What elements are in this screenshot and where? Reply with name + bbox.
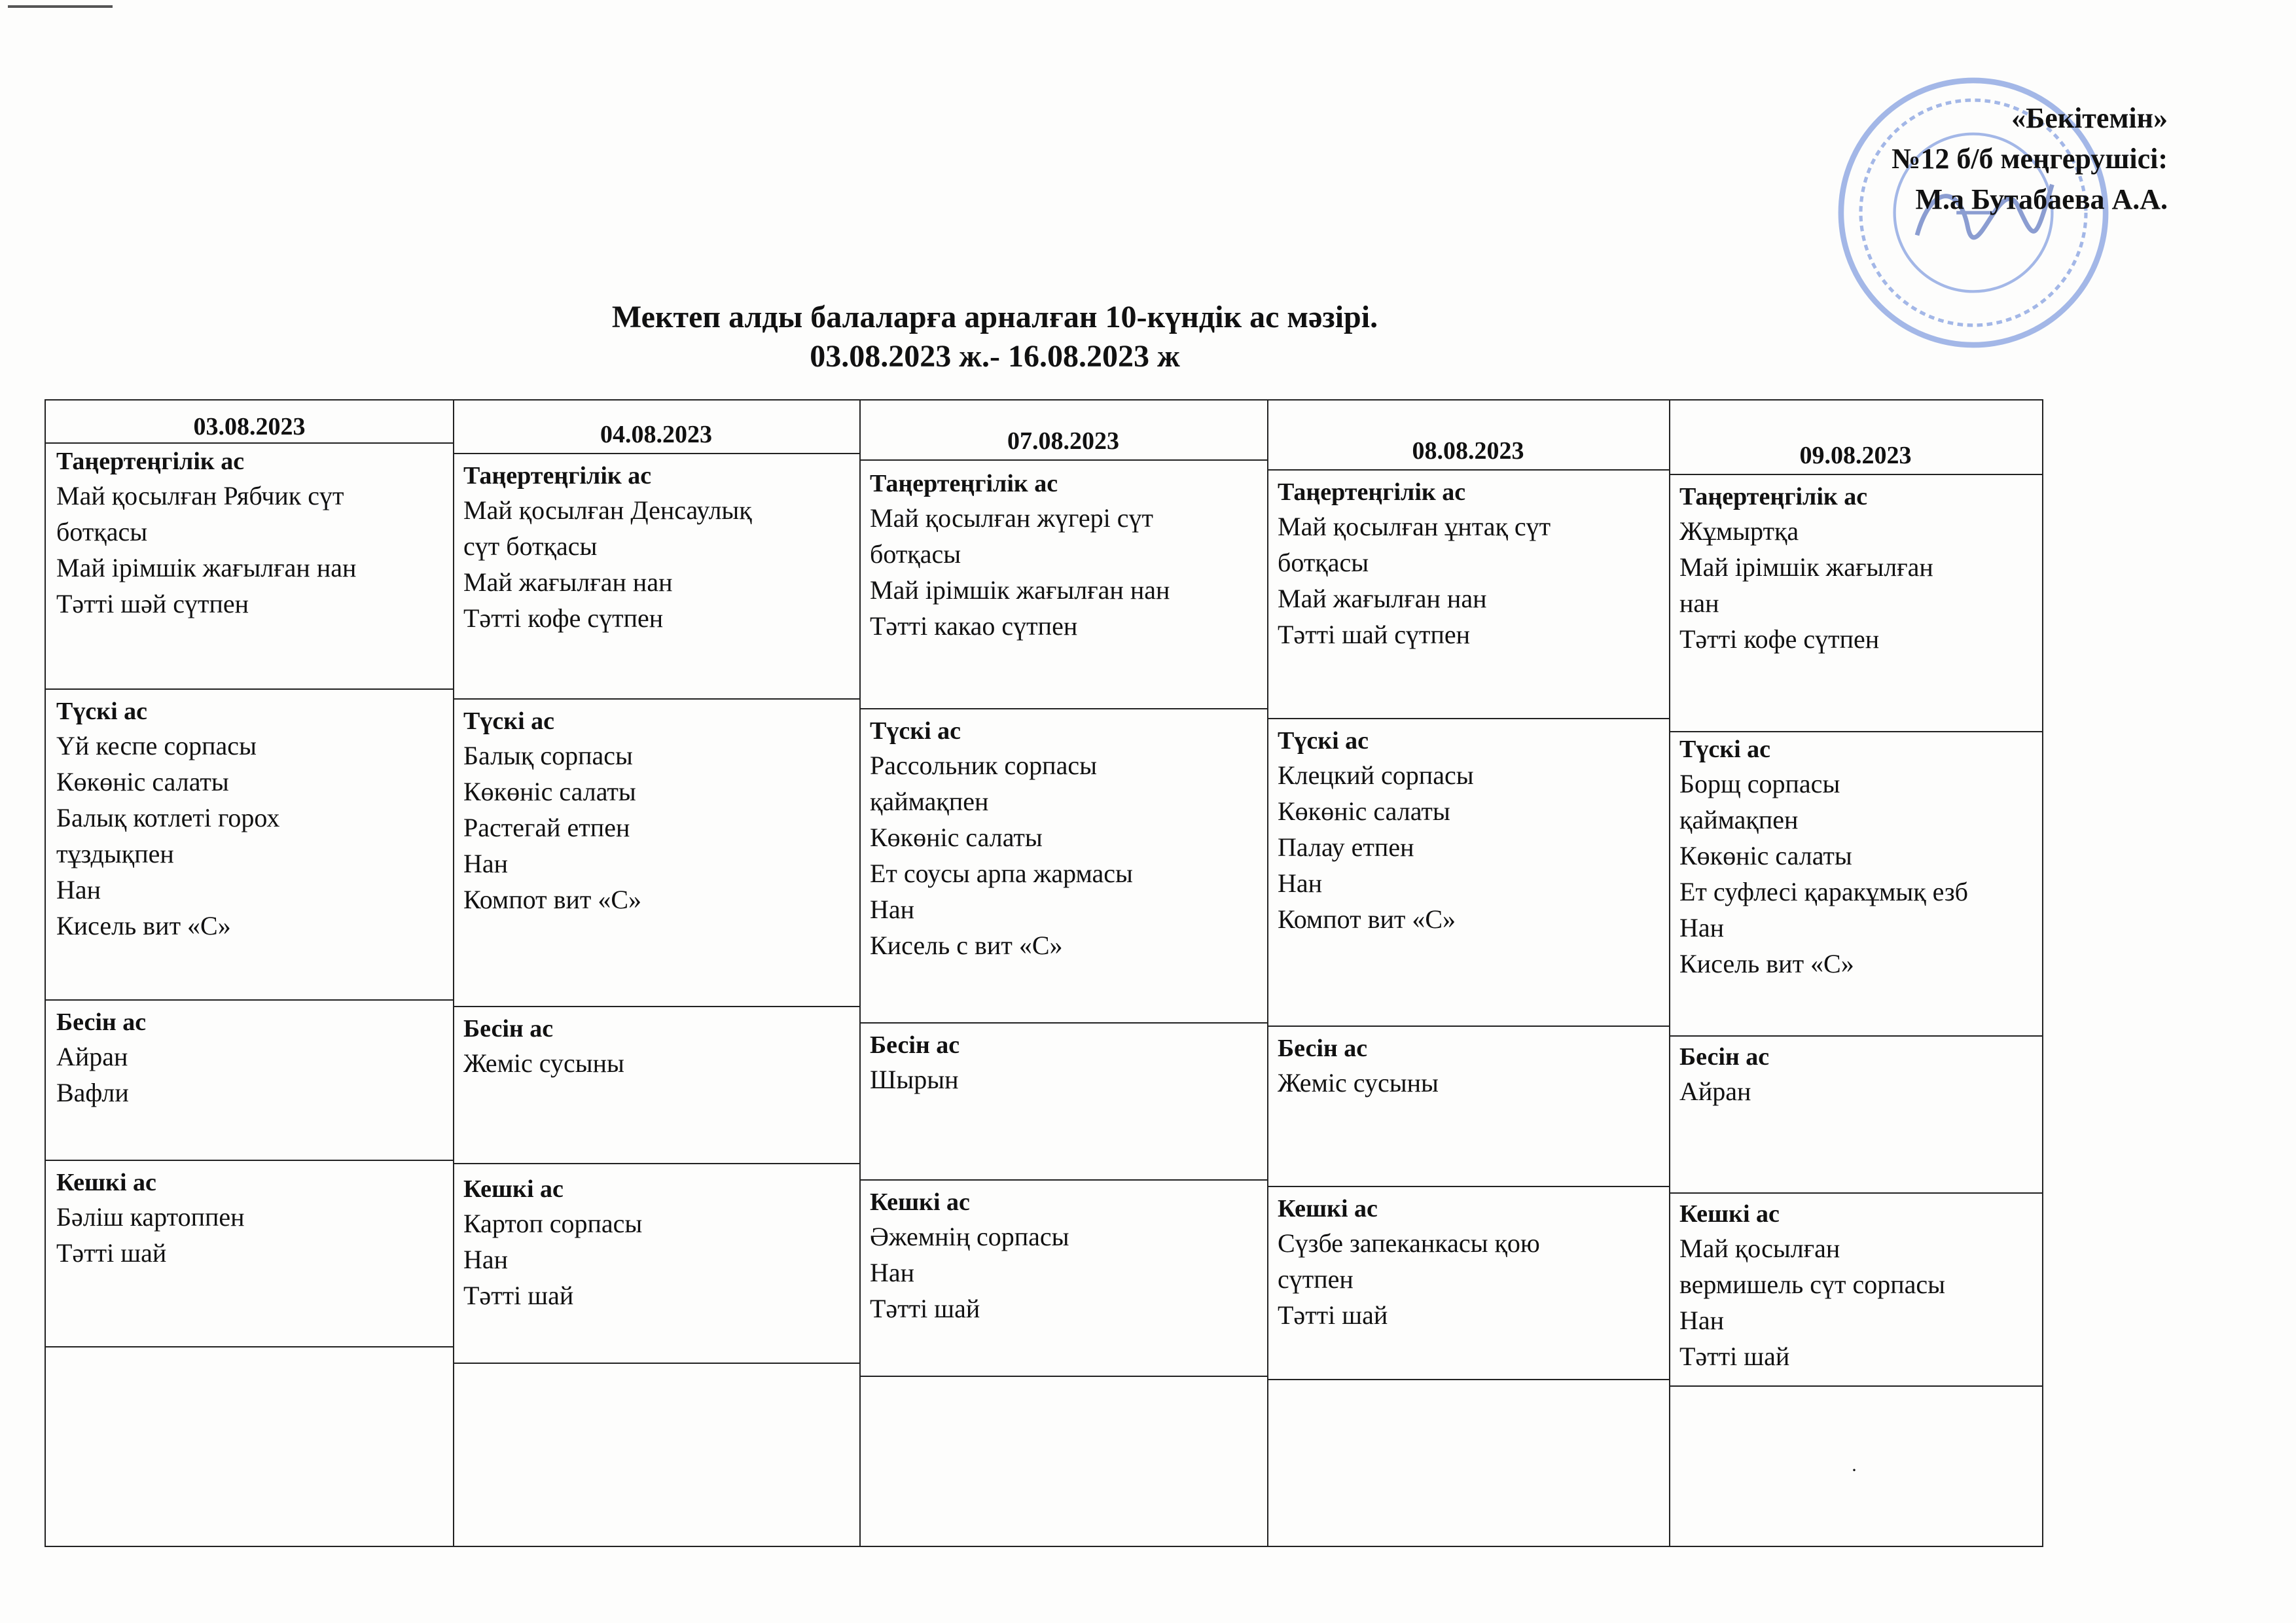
- dish-item: Растегай етпен: [463, 813, 630, 842]
- day-date: 03.08.2023: [193, 413, 306, 440]
- meal-title: Таңертеңгілік ас: [1679, 483, 1868, 510]
- dish-item: нан: [1679, 588, 1719, 618]
- dish-item: Көкөніс салаты: [56, 767, 229, 796]
- meal-title: Бесін ас: [56, 1008, 147, 1036]
- day-date: 04.08.2023: [600, 421, 712, 448]
- dish-item: Нан: [1679, 1306, 1725, 1335]
- dish-item: Әжемнің сорпасы: [870, 1222, 1069, 1251]
- dish-item: Май қосылған Денсаулық: [463, 495, 752, 525]
- dish-item: Май қосылған Рябчик сүт: [56, 481, 344, 510]
- dish-item: Айран: [1679, 1077, 1751, 1106]
- meal-title: Түскі ас: [56, 698, 148, 725]
- meal-title: Кешкі ас: [870, 1188, 970, 1216]
- row-divider: [46, 1160, 453, 1161]
- dish-item: Ет суфлесі қаракұмық езб: [1679, 877, 1969, 906]
- day-column: [453, 401, 859, 1546]
- day-column: [1267, 401, 1669, 1546]
- row-divider: [453, 1006, 859, 1007]
- menu-table: [45, 399, 2043, 1547]
- dish-item: Нан: [463, 849, 509, 878]
- dish-item: Кисель вит «С»: [1679, 949, 1854, 978]
- meal-title: Кешкі ас: [463, 1175, 564, 1203]
- dish-item: Борщ сорпасы: [1679, 769, 1840, 798]
- dish-item: Көкөніс салаты: [870, 823, 1043, 852]
- meal-snack: [1267, 1032, 1669, 1101]
- dish-item: Балық сорпасы: [463, 741, 633, 770]
- row-divider: [1267, 1186, 1669, 1187]
- meal-title: Кешкі ас: [1278, 1195, 1378, 1222]
- meal-title: Таңертеңгілік ас: [870, 470, 1058, 497]
- meal-title: Түскі ас: [1679, 736, 1771, 763]
- row-divider: [1669, 1192, 2042, 1194]
- meal-title: Кешкі ас: [1679, 1200, 1780, 1228]
- approval-signatory: М.а Бутабаева А.А.: [1915, 183, 2168, 215]
- day-date: 08.08.2023: [1412, 437, 1524, 465]
- meal-snack: [46, 1006, 453, 1111]
- dish-item: Жеміс сусыны: [1278, 1068, 1439, 1097]
- dish-item: Тәтті какао сүтпен: [870, 611, 1078, 641]
- row-divider: [1669, 731, 2042, 732]
- meal-title: Кешкі ас: [56, 1169, 156, 1196]
- dish-item: Май ірімшік жағылған: [1679, 552, 1933, 582]
- day-date: 09.08.2023: [1799, 442, 1912, 469]
- dish-item: Тәтті шай: [1278, 1300, 1388, 1330]
- dish-item: Жұмыртқа: [1679, 516, 1799, 546]
- dish-item: Тәтті шай: [56, 1238, 167, 1268]
- dish-item: Нан: [56, 875, 101, 904]
- row-divider: [453, 698, 859, 700]
- dish-item: Тәтті шай: [463, 1281, 574, 1310]
- row-divider: [1669, 1035, 2042, 1037]
- meal-title: Бесін ас: [870, 1031, 960, 1059]
- meal-lunch: [1267, 724, 1669, 937]
- dish-item: Кисель с вит «С»: [870, 931, 1063, 960]
- dish-item: Май ірімшік жағылған нан: [870, 575, 1170, 605]
- meal-dinner: [46, 1166, 453, 1271]
- dish-item: Бәліш картоппен: [56, 1202, 245, 1232]
- dish-item: сүт ботқасы: [463, 531, 598, 561]
- meal-title: Таңертеңгілік ас: [463, 462, 652, 490]
- page-title: [0, 298, 1990, 376]
- dish-item: Клецкий сорпасы: [1278, 760, 1474, 790]
- title-line: Мектеп алды балаларға арналған 10-күндік ас мәзірі.: [611, 300, 1378, 334]
- row-divider: [453, 1163, 859, 1164]
- dish-item: Сүзбе запеканкасы қою: [1278, 1228, 1540, 1258]
- dish-item: ботқасы: [870, 539, 961, 569]
- dish-item: қаймақпен: [870, 787, 989, 816]
- row-divider: [1669, 1385, 2042, 1387]
- dish-item: Айран: [56, 1042, 128, 1071]
- dish-item: қаймақпен: [1679, 805, 1799, 834]
- row-divider: [46, 688, 453, 690]
- dish-item: Тәтті кофе сүтпен: [463, 603, 664, 633]
- title-dates: 03.08.2023 ж.- 16.08.2023 ж: [810, 339, 1180, 374]
- meal-lunch: [1669, 733, 2042, 982]
- meal-title: Таңертеңгілік ас: [1278, 478, 1466, 506]
- row-divider: [1267, 469, 1669, 471]
- dish-item: Жеміс сусыны: [463, 1048, 624, 1078]
- dish-item: Тәтті шай: [870, 1294, 980, 1323]
- dish-item: Картоп сорпасы: [463, 1209, 643, 1238]
- dish-item: Нан: [1278, 868, 1323, 898]
- row-divider: [453, 453, 859, 454]
- dish-item: Ет соусы арпа жармасы: [870, 859, 1133, 888]
- meal-lunch: [453, 705, 859, 918]
- day-column: [1669, 401, 2042, 1546]
- dish-item: Тәтті шай: [1679, 1342, 1790, 1371]
- approval-block: [1892, 98, 2168, 220]
- meal-dinner: [1267, 1192, 1669, 1333]
- meal-breakfast: [453, 459, 859, 636]
- row-divider: [453, 1363, 859, 1364]
- dish-item: Көкөніс салаты: [463, 777, 636, 806]
- row-divider: [1267, 1379, 1669, 1380]
- row-divider: [46, 1346, 453, 1347]
- meal-lunch: [859, 715, 1267, 963]
- meal-title: Түскі ас: [463, 707, 555, 735]
- meal-snack: [859, 1029, 1267, 1097]
- dish-item: Нан: [463, 1245, 509, 1274]
- dish-item: Шырын: [870, 1065, 959, 1094]
- meal-breakfast: [1669, 480, 2042, 657]
- row-divider: [46, 442, 453, 444]
- dish-item: Вафли: [56, 1078, 129, 1107]
- meal-title: Бесін ас: [463, 1015, 554, 1043]
- dish-item: Тәтті шай сүтпен: [1278, 620, 1471, 649]
- meal-lunch: [46, 695, 453, 944]
- dish-item: Нан: [870, 895, 915, 924]
- dish-item: Кисель вит «С»: [56, 911, 231, 940]
- meal-breakfast: [859, 467, 1267, 644]
- meal-breakfast: [46, 445, 453, 622]
- meal-title: Бесін ас: [1278, 1035, 1368, 1062]
- dish-item: Май қосылған ұнтақ сүт: [1278, 512, 1551, 541]
- dish-item: Тәтті кофе сүтпен: [1679, 624, 1880, 654]
- day-column: [46, 401, 453, 1546]
- dish-item: ботқасы: [56, 517, 148, 546]
- dish-item: Компот вит «С»: [463, 885, 642, 914]
- meal-title: Бесін ас: [1679, 1043, 1770, 1071]
- meal-dinner: [453, 1173, 859, 1313]
- approval-position: №12 б/б меңгерушісі:: [1892, 143, 2168, 175]
- meal-title: Түскі ас: [1278, 727, 1369, 755]
- row-divider: [859, 1179, 1267, 1181]
- dish-item: Май қосылған жүгері сүт: [870, 503, 1153, 533]
- day-date: 07.08.2023: [1007, 427, 1119, 455]
- dish-item: Компот вит «С»: [1278, 904, 1456, 934]
- dish-item: Көкөніс салаты: [1278, 796, 1450, 826]
- row-divider: [46, 999, 453, 1001]
- dish-item: тұздықпен: [56, 839, 174, 868]
- row-divider: [1669, 474, 2042, 475]
- dish-item: Нан: [870, 1258, 915, 1287]
- dish-item: сүтпен: [1278, 1264, 1354, 1294]
- dish-item: Палау етпен: [1278, 832, 1414, 862]
- dish-item: Май ірімшік жағылған нан: [56, 553, 357, 582]
- dish-item: Үй кеспе сорпасы: [56, 731, 257, 760]
- row-divider: [1267, 1026, 1669, 1027]
- dish-item: ботқасы: [1278, 548, 1369, 577]
- scan-mark: [8, 5, 113, 8]
- meal-snack: [1669, 1041, 2042, 1109]
- dish-item: вермишель сүт сорпасы: [1679, 1270, 1946, 1299]
- row-divider: [859, 459, 1267, 461]
- meal-title: Таңертеңгілік ас: [56, 448, 245, 475]
- dish-item: Балық котлеті горох: [56, 803, 280, 832]
- meal-dinner: [859, 1186, 1267, 1327]
- meal-breakfast: [1267, 476, 1669, 652]
- meal-title: Түскі ас: [870, 717, 961, 745]
- dish-item: Май жағылған нан: [1278, 584, 1487, 613]
- dish-item: Нан: [1679, 913, 1725, 942]
- dish-item: Көкөніс салаты: [1679, 841, 1852, 870]
- page-dot: ·: [1851, 1459, 1857, 1481]
- approval-label: «Бекітемін»: [2011, 102, 2168, 134]
- dish-item: Рассольник сорпасы: [870, 751, 1097, 780]
- dish-item: Май жағылған нан: [463, 567, 673, 597]
- meal-snack: [453, 1012, 859, 1081]
- meal-dinner: [1669, 1198, 2042, 1374]
- dish-item: Май қосылған: [1679, 1234, 1840, 1263]
- dish-item: Тәтті шәй сүтпен: [56, 589, 249, 618]
- row-divider: [1267, 718, 1669, 719]
- row-divider: [859, 708, 1267, 709]
- day-column: [859, 401, 1267, 1546]
- row-divider: [859, 1376, 1267, 1377]
- row-divider: [859, 1022, 1267, 1024]
